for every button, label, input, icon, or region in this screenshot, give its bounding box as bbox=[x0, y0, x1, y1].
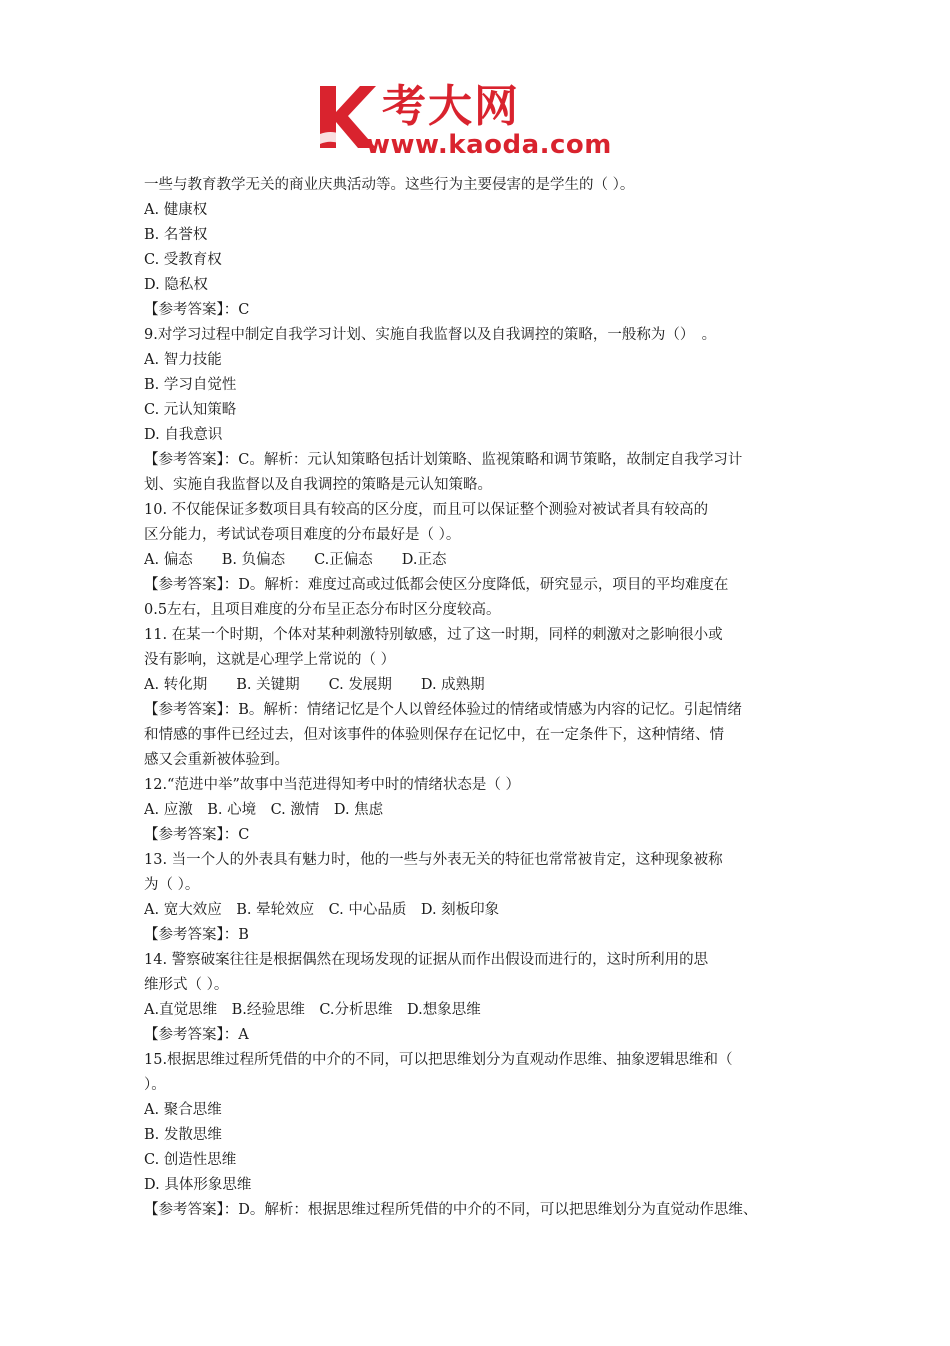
text-line: 9.对学习过程中制定自我学习计划、实施自我监督以及自我调控的策略，一般称为（） 。 bbox=[144, 327, 717, 343]
text-line: A. 转化期 B. 关键期 C. 发展期 D. 成熟期 bbox=[144, 677, 485, 693]
text-line: B. 学习自觉性 bbox=[144, 377, 237, 393]
text-line: 【参考答案】：C bbox=[144, 302, 250, 318]
text-line: 10. 不仅能保证多数项目具有较高的区分度，而且可以保证整个测验对被试者具有较高的 bbox=[144, 502, 709, 518]
text-line: 【参考答案】：B。解析：情绪记忆是个人以曾经体验过的情绪或情感为内容的记忆。引起情绪 bbox=[144, 702, 742, 718]
text-line: A. 智力技能 bbox=[144, 352, 222, 368]
text-line: 【参考答案】：D。解析：根据思维过程所凭借的中介的不同，可以把思维划分为直觉动作思维、 bbox=[144, 1202, 758, 1218]
text-line: 没有影响，这就是心理学上常说的（ ） bbox=[144, 652, 396, 668]
text-line: 0.5左右，且项目难度的分布呈正态分布时区分度较高。 bbox=[144, 602, 501, 618]
text-line: 【参考答案】：C bbox=[144, 827, 250, 843]
text-line: B. 发散思维 bbox=[144, 1127, 222, 1143]
text-line: 和情感的事件已经过去，但对该事件的体验则保存在记忆中，在一定条件下，这种情绪、情 bbox=[144, 727, 724, 743]
logo-url: www.kaoda.com bbox=[366, 130, 612, 160]
text-line: 【参考答案】：C。解析：元认知策略包括计划策略、监视策略和调节策略，故制定自我学习计 bbox=[144, 452, 743, 468]
text-line: A. 应激 B. 心境 C. 激情 D. 焦虑 bbox=[144, 802, 384, 818]
text-line: A. 健康权 bbox=[144, 202, 208, 218]
logo-site-name: 考大网 bbox=[382, 81, 520, 132]
text-line: 【参考答案】：B bbox=[144, 927, 249, 943]
text-line: 【参考答案】：D。解析：难度过高或过低都会使区分度降低，研究显示，项目的平均难度在 bbox=[144, 577, 729, 593]
text-line: 11. 在某一个时期，个体对某种刺激特别敏感，过了这一时期，同样的刺激对之影响很小或 bbox=[144, 627, 723, 643]
text-line: 区分能力，考试试卷项目难度的分布最好是（ ）。 bbox=[144, 527, 461, 543]
text-line: A. 偏态 B. 负偏态 C.正偏态 D.正态 bbox=[144, 552, 447, 568]
kaoda-logo bbox=[316, 82, 640, 162]
text-line: 为（ ）。 bbox=[144, 877, 200, 893]
text-line: 14. 警察破案往往是根据偶然在现场发现的证据从而作出假设而进行的，这时所利用的思 bbox=[144, 952, 709, 968]
text-line: A. 宽大效应 B. 晕轮效应 C. 中心品质 D. 刻板印象 bbox=[144, 902, 500, 918]
text-line: C. 创造性思维 bbox=[144, 1152, 237, 1168]
text-line: 划、实施自我监督以及自我调控的策略是元认知策略。 bbox=[144, 477, 492, 493]
text-line: A.直觉思维 B.经验思维 C.分析思维 D.想象思维 bbox=[144, 1002, 481, 1018]
text-line: D. 具体形象思维 bbox=[144, 1177, 252, 1193]
text-line: D. 自我意识 bbox=[144, 427, 223, 443]
text-line: 一些与教育教学无关的商业庆典活动等。这些行为主要侵害的是学生的（ ）。 bbox=[144, 177, 635, 193]
text-line: 感又会重新被体验到。 bbox=[144, 752, 289, 768]
text-line: C. 受教育权 bbox=[144, 252, 222, 268]
text-line: 13. 当一个人的外表具有魅力时，他的一些与外表无关的特征也常常被肯定，这种现象被称 bbox=[144, 852, 723, 868]
text-line: 15.根据思维过程所凭借的中介的不同，可以把思维划分为直观动作思维、抽象逻辑思维和（ bbox=[144, 1052, 733, 1068]
text-line: 12.“范进中举”故事中当范进得知考中时的情绪状态是（ ） bbox=[144, 777, 520, 793]
text-line: B. 名誉权 bbox=[144, 227, 208, 243]
document-body bbox=[144, 173, 824, 1223]
text-line: C. 元认知策略 bbox=[144, 402, 237, 418]
text-line: ）。 bbox=[144, 1077, 166, 1093]
text-line: 维形式（ ）。 bbox=[144, 977, 229, 993]
text-line: D. 隐私权 bbox=[144, 277, 208, 293]
text-line: 【参考答案】：A bbox=[144, 1027, 249, 1043]
text-line: A. 聚合思维 bbox=[144, 1102, 222, 1118]
